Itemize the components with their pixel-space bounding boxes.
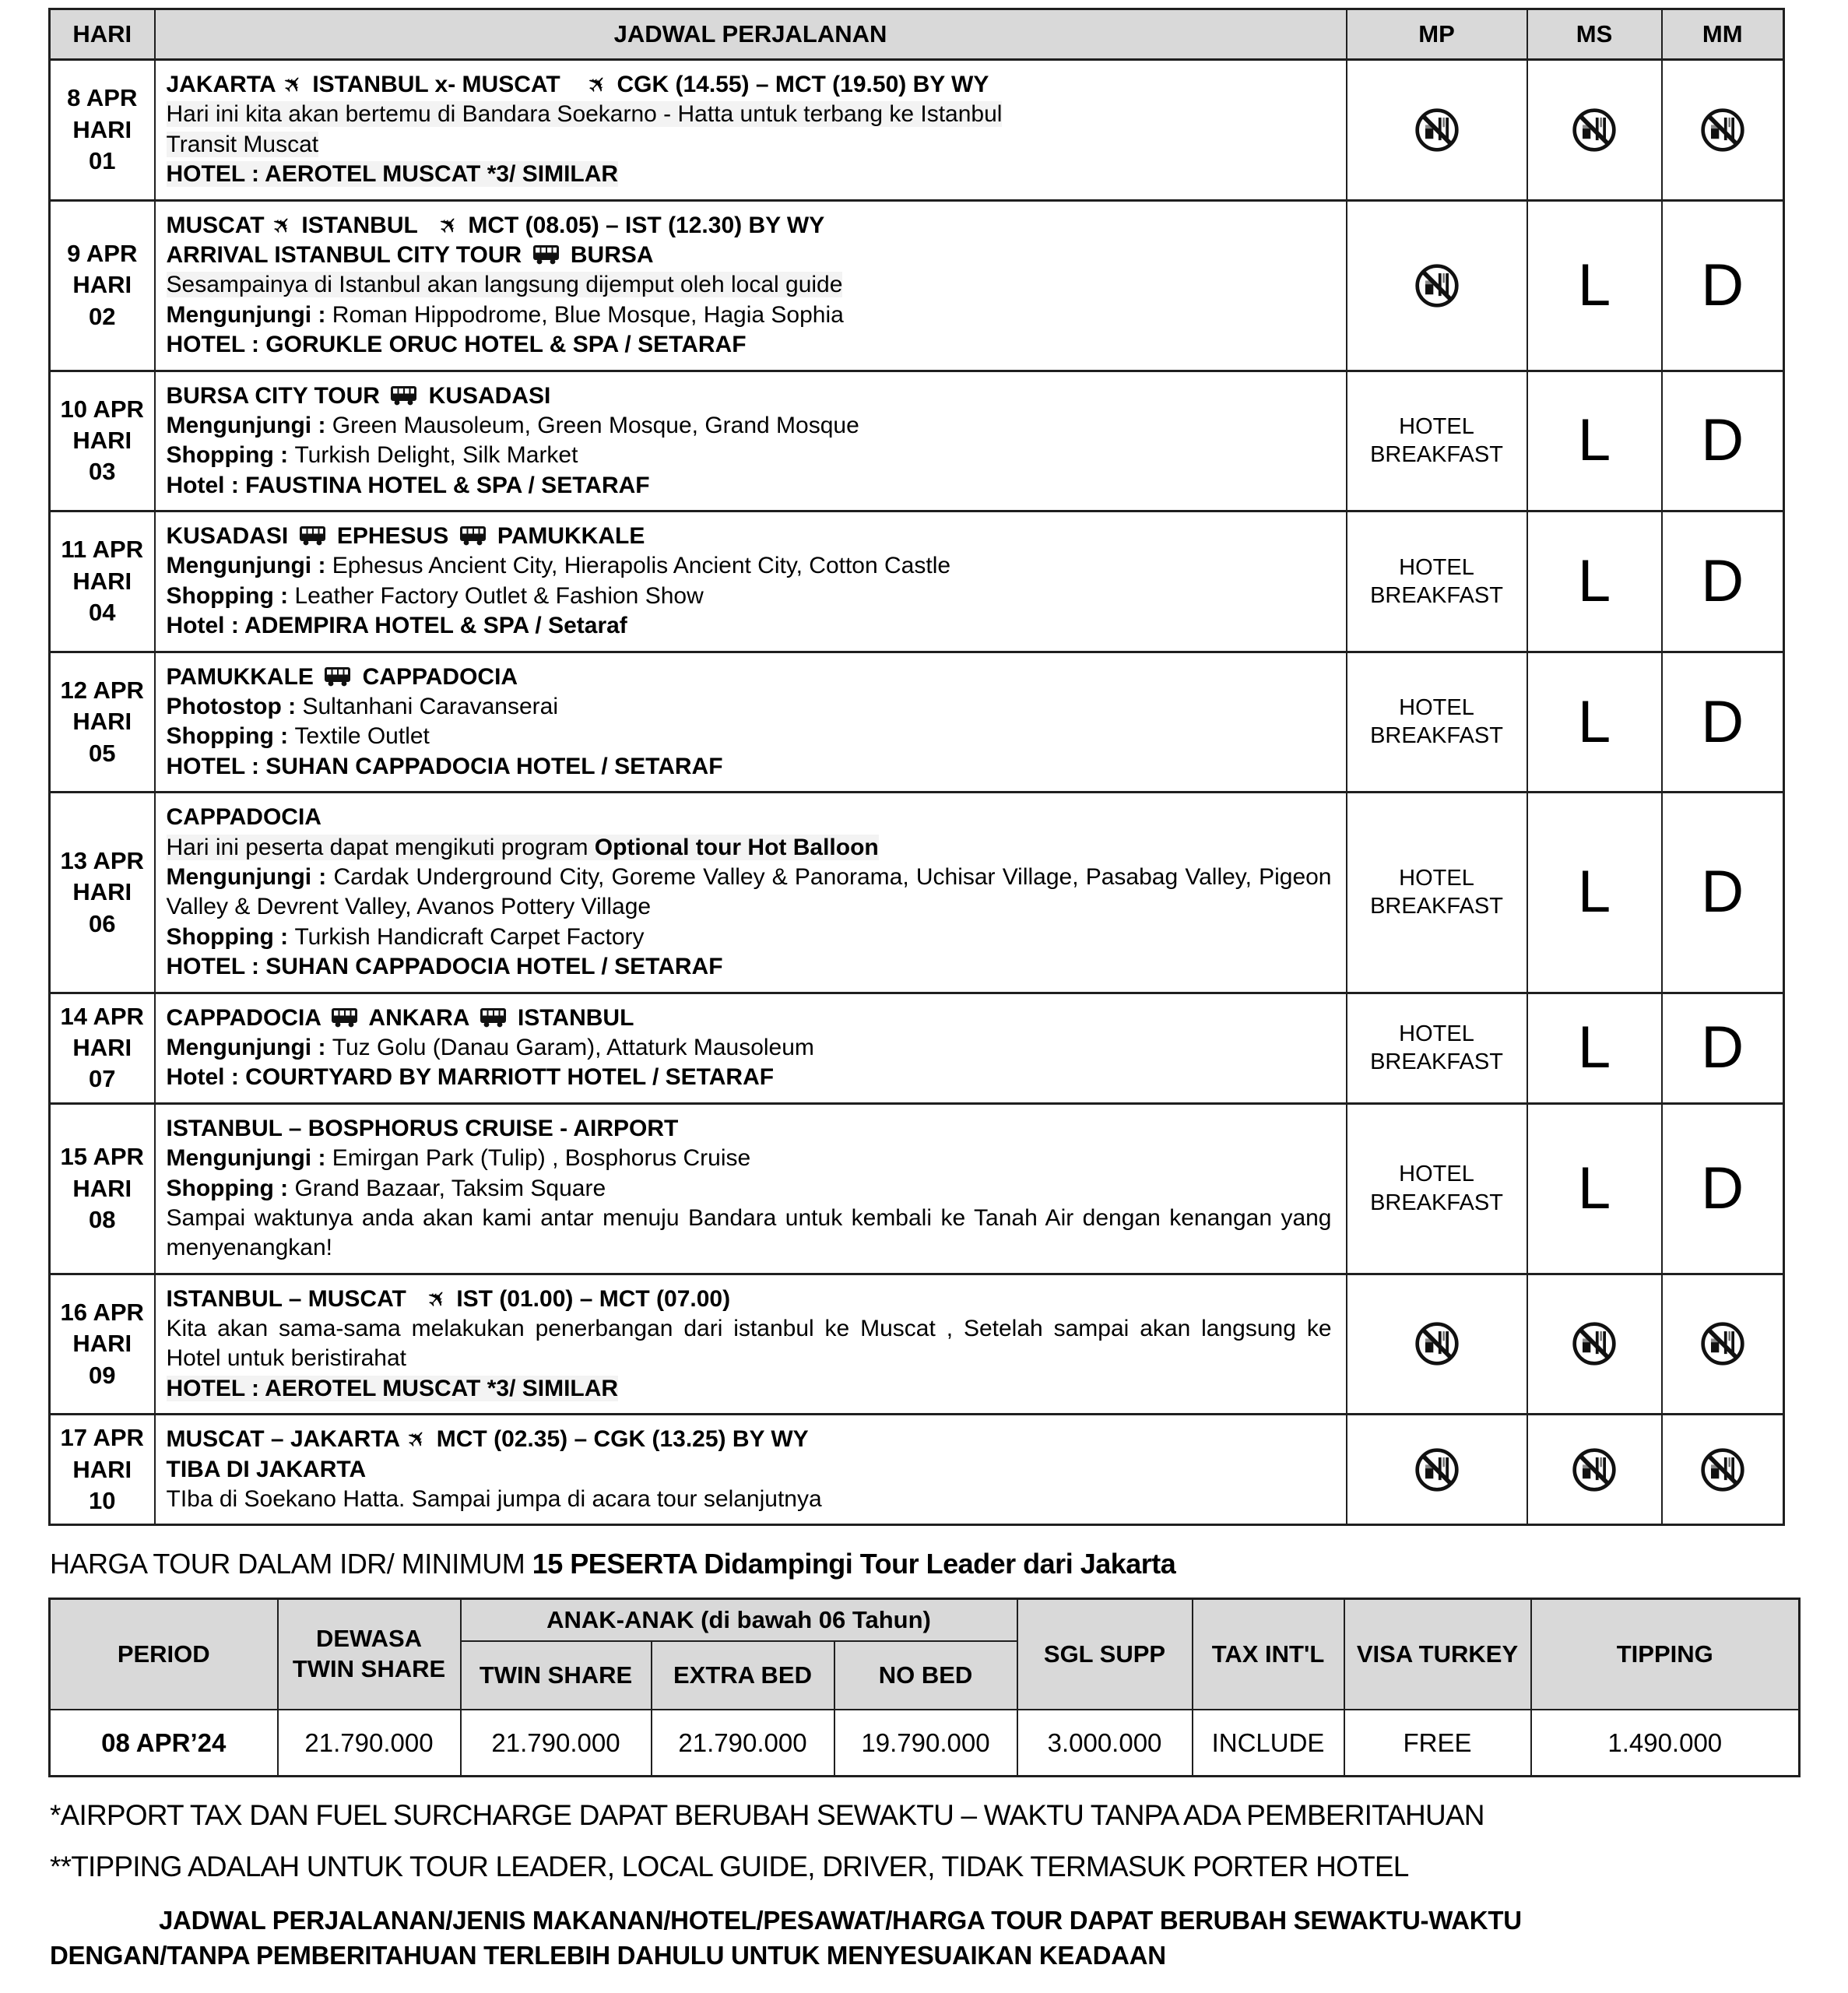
price-visa-turkey-value: FREE xyxy=(1344,1710,1531,1777)
schedule-text: Hotel : ADEMPIRA HOTEL & SPA / Setaraf xyxy=(166,613,627,639)
schedule-text: HOTEL : SUHAN CAPPADOCIA HOTEL / SETARAF xyxy=(166,954,723,980)
schedule-cell xyxy=(155,1103,1347,1274)
schedule-line xyxy=(167,1455,1332,1485)
day-line: 10 APR xyxy=(60,395,144,423)
schedule-line xyxy=(167,833,1332,863)
price-value-row xyxy=(50,1710,1800,1777)
meal-letter: D xyxy=(1701,251,1744,318)
schedule-cell xyxy=(155,1415,1347,1525)
bus-icon xyxy=(386,383,422,409)
no-meal-icon xyxy=(1699,1337,1746,1351)
schedule-text: PAMUKKALE xyxy=(166,663,321,690)
meal-text: HOTEL BREAKFAST xyxy=(1370,1162,1503,1215)
schedule-text: ISTANBUL x- MUSCAT xyxy=(305,72,586,97)
meal-mp-cell xyxy=(1347,652,1527,793)
bus-icon xyxy=(455,523,491,549)
schedule-text: EPHESUS xyxy=(330,523,455,550)
meal-ms-cell xyxy=(1527,1103,1662,1274)
price-header-tipping: TIPPING xyxy=(1531,1599,1800,1710)
schedule-text: Optional tour Hot Balloon xyxy=(594,834,879,860)
meal-mm-cell xyxy=(1662,200,1784,371)
meal-mp-cell xyxy=(1347,1103,1527,1274)
price-dewasa-twin-share-value: 21.790.000 xyxy=(278,1710,461,1777)
meal-letter: L xyxy=(1577,1155,1611,1221)
meal-letter: L xyxy=(1577,251,1611,318)
meal-letter: L xyxy=(1577,688,1611,755)
schedule-text: PAMUKKALE xyxy=(490,523,645,550)
schedule-line xyxy=(167,301,1332,330)
itinerary-row xyxy=(50,793,1784,993)
schedule-line xyxy=(167,752,1332,782)
day-line: 14 APR xyxy=(60,1002,144,1030)
day-line: 04 xyxy=(89,599,116,626)
header-ms: MS xyxy=(1527,9,1662,60)
day-line: 13 APR xyxy=(60,846,144,874)
schedule-line xyxy=(167,1033,1332,1063)
day-cell xyxy=(50,793,155,993)
plane-icon: ✈ xyxy=(277,69,310,101)
itinerary-row xyxy=(50,200,1784,371)
meal-letter: L xyxy=(1577,547,1611,614)
meal-mm-cell xyxy=(1662,1103,1784,1274)
day-line: 11 APR xyxy=(61,536,144,564)
bus-icon xyxy=(320,664,356,690)
meal-text: HOTEL BREAKFAST xyxy=(1370,695,1503,749)
schedule-text: MUSCAT xyxy=(166,212,271,238)
day-cell xyxy=(50,371,155,511)
meal-mm-cell xyxy=(1662,793,1784,993)
price-tipping-value: 1.490.000 xyxy=(1531,1710,1800,1777)
schedule-line xyxy=(167,663,1332,692)
itinerary-row xyxy=(50,652,1784,793)
price-title-bold: 15 PESERTA Didampingi Tour Leader dari Jakarta xyxy=(532,1548,1176,1580)
meal-letter: D xyxy=(1701,407,1744,474)
meal-letter: L xyxy=(1577,1014,1611,1081)
itinerary-row xyxy=(50,60,1784,201)
schedule-text: ANKARA xyxy=(363,1004,476,1031)
day-cell xyxy=(50,652,155,793)
schedule-line xyxy=(167,211,1332,241)
itinerary-row xyxy=(50,993,1784,1103)
schedule-text: Textile Outlet xyxy=(294,723,430,750)
day-cell xyxy=(50,1274,155,1415)
price-sgl-supp-value: 3.000.000 xyxy=(1017,1710,1193,1777)
day-line: 9 APR xyxy=(67,240,138,268)
itinerary-row xyxy=(50,1103,1784,1274)
schedule-line xyxy=(167,100,1332,129)
day-line: 12 APR xyxy=(60,676,144,704)
schedule-cell xyxy=(155,371,1347,511)
day-cell xyxy=(50,1103,155,1274)
price-header-period: PERIOD xyxy=(50,1599,278,1710)
schedule-line xyxy=(167,1204,1332,1264)
day-line: HARI xyxy=(72,1033,132,1061)
schedule-cell xyxy=(155,60,1347,201)
meal-mp-cell xyxy=(1347,371,1527,511)
day-line: 02 xyxy=(89,302,116,330)
schedule-line xyxy=(167,582,1332,611)
schedule-text: Leather Factory Outlet & Fashion Show xyxy=(294,582,704,609)
day-line: HARI xyxy=(72,1174,132,1202)
schedule-cell xyxy=(155,652,1347,793)
price-header-dewasa-twin-share: DEWASA TWIN SHARE xyxy=(278,1599,461,1710)
schedule-text: Emirgan Park (Tulip) , Bosphorus Cruise xyxy=(332,1145,751,1172)
schedule-text: BURSA CITY TOUR xyxy=(166,382,387,409)
day-cell xyxy=(50,200,155,371)
price-header-sgl-supp: SGL SUPP xyxy=(1017,1599,1193,1710)
itinerary-row xyxy=(50,1274,1784,1415)
schedule-text: ISTANBUL – MUSCAT xyxy=(166,1285,426,1312)
no-meal-icon xyxy=(1571,1463,1618,1476)
day-line: 07 xyxy=(89,1065,116,1093)
meal-mm-cell xyxy=(1662,371,1784,511)
schedule-line xyxy=(167,381,1332,411)
price-period-value: 08 APR’24 xyxy=(50,1710,278,1777)
no-meal-icon xyxy=(1699,1463,1746,1476)
meal-mp-cell xyxy=(1347,1415,1527,1525)
day-line: 15 APR xyxy=(60,1143,144,1171)
schedule-text: Hari ini peserta dapat mengikuti program xyxy=(166,834,595,860)
schedule-text: CAPPADOCIA xyxy=(166,1004,328,1031)
day-line: 10 xyxy=(89,1486,116,1514)
meal-ms-cell xyxy=(1527,993,1662,1103)
schedule-line xyxy=(167,441,1332,470)
meal-mp-cell xyxy=(1347,511,1527,652)
schedule-line xyxy=(167,270,1332,300)
schedule-line xyxy=(167,160,1332,189)
schedule-line xyxy=(167,863,1332,923)
schedule-line xyxy=(167,471,1332,501)
meal-mp-cell xyxy=(1347,200,1527,371)
schedule-text: Tuz Golu (Danau Garam), Attaturk Mausoleum xyxy=(332,1034,814,1060)
price-title-regular: HARGA TOUR DALAM IDR/ MINIMUM xyxy=(50,1548,532,1580)
schedule-text: Transit Muscat xyxy=(166,131,319,157)
schedule-text: Photostop : xyxy=(166,694,303,720)
schedule-line xyxy=(167,130,1332,160)
price-header-extra-bed: EXTRA BED xyxy=(652,1641,834,1710)
meal-ms-cell xyxy=(1527,1415,1662,1525)
day-line: HARI xyxy=(72,115,132,143)
schedule-text: Mengunjungi : xyxy=(166,1145,332,1172)
schedule-text: Mengunjungi : xyxy=(166,301,332,328)
schedule-line xyxy=(167,522,1332,551)
schedule-text: Mengunjungi : xyxy=(166,412,332,438)
schedule-text: ISTANBUL xyxy=(295,212,437,238)
meal-mm-cell xyxy=(1662,60,1784,201)
schedule-text: JAKARTA xyxy=(166,72,282,97)
day-line: HARI xyxy=(72,427,132,455)
schedule-line xyxy=(167,1144,1332,1173)
plane-icon: ✈ xyxy=(421,1283,454,1315)
schedule-text: IST (01.00) – MCT (07.00) xyxy=(449,1285,731,1312)
schedule-cell xyxy=(155,1274,1347,1415)
meal-mm-cell xyxy=(1662,652,1784,793)
price-header-tax-intl: TAX INT'L xyxy=(1193,1599,1344,1710)
day-line: HARI xyxy=(72,567,132,595)
meal-letter: D xyxy=(1701,688,1744,755)
meal-letter: D xyxy=(1701,1014,1744,1081)
schedule-text: MCT (08.05) – IST (12.30) BY WY xyxy=(462,212,825,238)
schedule-text: Shopping : xyxy=(166,723,295,750)
no-meal-icon xyxy=(1414,1463,1460,1476)
disclaimer-text: JADWAL PERJALANAN/JENIS MAKANAN/HOTEL/PESAWAT/HARGA TOUR DAPAT BERUBAH SEWAKTU-WAKTU DENGAN/TANPA PEMBERITAHUAN TERLEBIH DAHULU UNTUK MENYESUAIKAN KEADAAN xyxy=(50,1906,1522,1970)
day-cell xyxy=(50,511,155,652)
schedule-text: MUSCAT – JAKARTA xyxy=(166,1426,406,1453)
day-cell xyxy=(50,993,155,1103)
meal-ms-cell xyxy=(1527,371,1662,511)
plane-icon: ✈ xyxy=(581,69,614,101)
meal-letter: D xyxy=(1701,859,1744,926)
price-header-anak-anak: ANAK-ANAK (di bawah 06 Tahun) xyxy=(461,1599,1017,1641)
schedule-line xyxy=(167,330,1332,360)
itinerary-body xyxy=(50,60,1784,1525)
header-hari: HARI xyxy=(50,9,155,60)
meal-mm-cell xyxy=(1662,993,1784,1103)
meal-mp-cell xyxy=(1347,993,1527,1103)
schedule-text: HOTEL : SUHAN CAPPADOCIA HOTEL / SETARAF xyxy=(166,753,723,779)
schedule-cell xyxy=(155,200,1347,371)
note-tipping: **TIPPING ADALAH UNTUK TOUR LEADER, LOCAL GUIDE, DRIVER, TIDAK TERMASUK PORTER HOTEL xyxy=(50,1851,1409,1883)
meal-ms-cell xyxy=(1527,652,1662,793)
plane-icon: ✈ xyxy=(401,1423,434,1456)
bus-icon xyxy=(327,1005,363,1031)
header-mm: MM xyxy=(1662,9,1784,60)
schedule-text: Hari ini kita akan bertemu di Bandara Soekarno - Hatta untuk terbang ke Istanbul xyxy=(166,101,1003,128)
header-jadwal-perjalanan: JADWAL PERJALANAN xyxy=(155,9,1347,60)
price-tax-intl-value: INCLUDE xyxy=(1193,1710,1344,1777)
price-extra-bed-value: 21.790.000 xyxy=(652,1710,834,1777)
no-meal-icon xyxy=(1414,279,1460,292)
schedule-text: Kita akan sama-sama melakukan penerbangan dari istanbul ke Muscat , Setelah sampai akan langsung ke Hotel untuk beristirahat xyxy=(166,1316,1332,1372)
meal-letter: L xyxy=(1577,859,1611,926)
meal-text: HOTEL BREAKFAST xyxy=(1370,554,1503,608)
price-header-row-top xyxy=(50,1599,1800,1641)
price-no-bed-value: 19.790.000 xyxy=(834,1710,1017,1777)
schedule-text: Mengunjungi : xyxy=(166,1034,332,1060)
schedule-text: Shopping : xyxy=(166,923,295,950)
schedule-text: Cardak Underground City, Goreme Valley & Panorama, Uchisar Village, Pasabag Valley, Pigeon Valley & Devrent Valley, Avanos Pottery Village xyxy=(166,863,1332,920)
schedule-line xyxy=(167,611,1332,641)
price-table xyxy=(48,1598,1801,1777)
price-anak-twin-share-value: 21.790.000 xyxy=(461,1710,652,1777)
day-line: 06 xyxy=(89,909,116,937)
schedule-line xyxy=(167,952,1332,982)
price-title xyxy=(50,1548,1848,1580)
meal-letter: L xyxy=(1577,407,1611,474)
meal-ms-cell xyxy=(1527,60,1662,201)
schedule-text: Green Mausoleum, Green Mosque, Grand Mosque xyxy=(332,412,859,438)
bus-icon xyxy=(529,242,564,268)
price-header-anak-twin-share: TWIN SHARE xyxy=(461,1641,652,1710)
meal-mp-cell xyxy=(1347,1274,1527,1415)
schedule-text: HOTEL : AEROTEL MUSCAT *3/ SIMILAR xyxy=(166,161,619,188)
schedule-line xyxy=(167,411,1332,441)
schedule-line xyxy=(167,722,1332,751)
no-meal-icon xyxy=(1571,123,1618,136)
bus-icon xyxy=(295,523,331,549)
itinerary-row xyxy=(50,1415,1784,1525)
schedule-text: Shopping : xyxy=(166,442,295,469)
schedule-cell xyxy=(155,511,1347,652)
schedule-text: MCT (02.35) – CGK (13.25) BY WY xyxy=(430,1426,809,1453)
schedule-text: Sultanhani Caravanserai xyxy=(302,694,559,720)
schedule-text: CGK (14.55) – MCT (19.50) BY WY xyxy=(610,72,989,97)
meal-mm-cell xyxy=(1662,511,1784,652)
schedule-text: Grand Bazaar, Taksim Square xyxy=(294,1175,606,1201)
schedule-line xyxy=(167,1004,1332,1033)
schedule-text: Turkish Delight, Silk Market xyxy=(294,442,578,469)
schedule-line xyxy=(167,1285,1332,1314)
meal-ms-cell xyxy=(1527,200,1662,371)
schedule-cell xyxy=(155,993,1347,1103)
schedule-text: Sesampainya di Istanbul akan langsung dijemput oleh local guide xyxy=(166,272,843,298)
day-line: HARI xyxy=(72,878,132,906)
schedule-line xyxy=(167,1314,1332,1374)
header-mp: MP xyxy=(1347,9,1527,60)
day-line: 8 APR xyxy=(67,84,138,112)
schedule-text: Mengunjungi : xyxy=(166,553,332,579)
schedule-text: TIBA DI JAKARTA xyxy=(166,1456,367,1482)
schedule-text: KUSADASI xyxy=(422,382,551,409)
itinerary-header-row xyxy=(50,9,1784,60)
itinerary-table xyxy=(48,8,1785,1526)
schedule-text: BURSA xyxy=(564,241,654,268)
schedule-text: HOTEL : AEROTEL MUSCAT *3/ SIMILAR xyxy=(166,1375,619,1401)
day-line: HARI xyxy=(72,1455,132,1483)
schedule-text: Hotel : FAUSTINA HOTEL & SPA / SETARAF xyxy=(166,472,650,498)
schedule-text: ISTANBUL – BOSPHORUS CRUISE - AIRPORT xyxy=(166,1115,679,1141)
schedule-line xyxy=(167,1485,1332,1514)
bus-icon xyxy=(476,1005,511,1031)
plane-icon: ✈ xyxy=(433,209,466,241)
day-line: 01 xyxy=(89,146,116,174)
schedule-text: CAPPADOCIA xyxy=(356,663,518,690)
schedule-text: ISTANBUL xyxy=(511,1004,634,1031)
day-line: 05 xyxy=(89,739,116,767)
meal-mm-cell xyxy=(1662,1274,1784,1415)
schedule-text: Sampai waktunya anda akan kami antar menuju Bandara untuk kembali ke Tanah Air dengan kenangan yang menyenangkan! xyxy=(166,1204,1332,1261)
price-header-visa-turkey: VISA TURKEY xyxy=(1344,1599,1531,1710)
no-meal-icon xyxy=(1571,1337,1618,1351)
schedule-line xyxy=(167,1063,1332,1092)
schedule-text: Roman Hippodrome, Blue Mosque, Hagia Sophia xyxy=(332,301,844,328)
day-line: 16 APR xyxy=(60,1299,144,1326)
schedule-line xyxy=(167,241,1332,270)
note-airport-tax: *AIRPORT TAX DAN FUEL SURCHARGE DAPAT BERUBAH SEWAKTU – WAKTU TANPA ADA PEMBERITAHUAN xyxy=(50,1799,1484,1832)
schedule-line xyxy=(167,1425,1332,1454)
meal-text: HOTEL BREAKFAST xyxy=(1370,1021,1503,1075)
schedule-text: Ephesus Ancient City, Hierapolis Ancient City, Cotton Castle xyxy=(332,553,951,579)
meal-text: HOTEL BREAKFAST xyxy=(1370,414,1503,468)
meal-mp-cell xyxy=(1347,60,1527,201)
schedule-text: Shopping : xyxy=(166,1175,295,1201)
day-line: HARI xyxy=(72,1330,132,1358)
schedule-line xyxy=(167,803,1332,832)
price-header-no-bed: NO BED xyxy=(834,1641,1017,1710)
schedule-text: KUSADASI xyxy=(166,523,295,550)
day-line: HARI xyxy=(72,271,132,299)
schedule-text: Turkish Handicraft Carpet Factory xyxy=(294,923,645,950)
day-line: 03 xyxy=(89,458,116,486)
day-line: 17 APR xyxy=(60,1424,144,1452)
schedule-cell xyxy=(155,793,1347,993)
schedule-text: Shopping : xyxy=(166,582,295,609)
schedule-line xyxy=(167,1374,1332,1404)
itinerary-row xyxy=(50,371,1784,511)
no-meal-icon xyxy=(1414,1337,1460,1351)
day-cell xyxy=(50,1415,155,1525)
meal-ms-cell xyxy=(1527,1274,1662,1415)
schedule-line xyxy=(167,70,1332,100)
schedule-text: HOTEL : GORUKLE ORUC HOTEL & SPA / SETARAF xyxy=(166,332,747,358)
schedule-line xyxy=(167,551,1332,581)
schedule-text: Mengunjungi : xyxy=(166,863,334,890)
plane-icon: ✈ xyxy=(266,209,299,241)
itinerary-row xyxy=(50,511,1784,652)
meal-mp-cell xyxy=(1347,793,1527,993)
day-line: 08 xyxy=(89,1205,116,1233)
schedule-text: TIba di Soekano Hatta. Sampai jumpa di acara tour selanjutnya xyxy=(166,1486,822,1513)
no-meal-icon xyxy=(1414,123,1460,136)
schedule-text: Hotel : COURTYARD BY MARRIOTT HOTEL / SETARAF xyxy=(166,1064,775,1091)
schedule-line xyxy=(167,692,1332,722)
meal-text: HOTEL BREAKFAST xyxy=(1370,866,1503,919)
schedule-line xyxy=(167,923,1332,952)
meal-ms-cell xyxy=(1527,511,1662,652)
day-cell xyxy=(50,60,155,201)
schedule-text: ARRIVAL ISTANBUL CITY TOUR xyxy=(166,241,529,268)
no-meal-icon xyxy=(1699,123,1746,136)
schedule-line xyxy=(167,1114,1332,1144)
schedule-line xyxy=(167,1174,1332,1204)
meal-mm-cell xyxy=(1662,1415,1784,1525)
meal-letter: D xyxy=(1701,547,1744,614)
meal-letter: D xyxy=(1701,1155,1744,1221)
schedule-text: CAPPADOCIA xyxy=(166,804,321,831)
day-line: 09 xyxy=(89,1361,116,1389)
meal-ms-cell xyxy=(1527,793,1662,993)
day-line: HARI xyxy=(72,708,132,736)
